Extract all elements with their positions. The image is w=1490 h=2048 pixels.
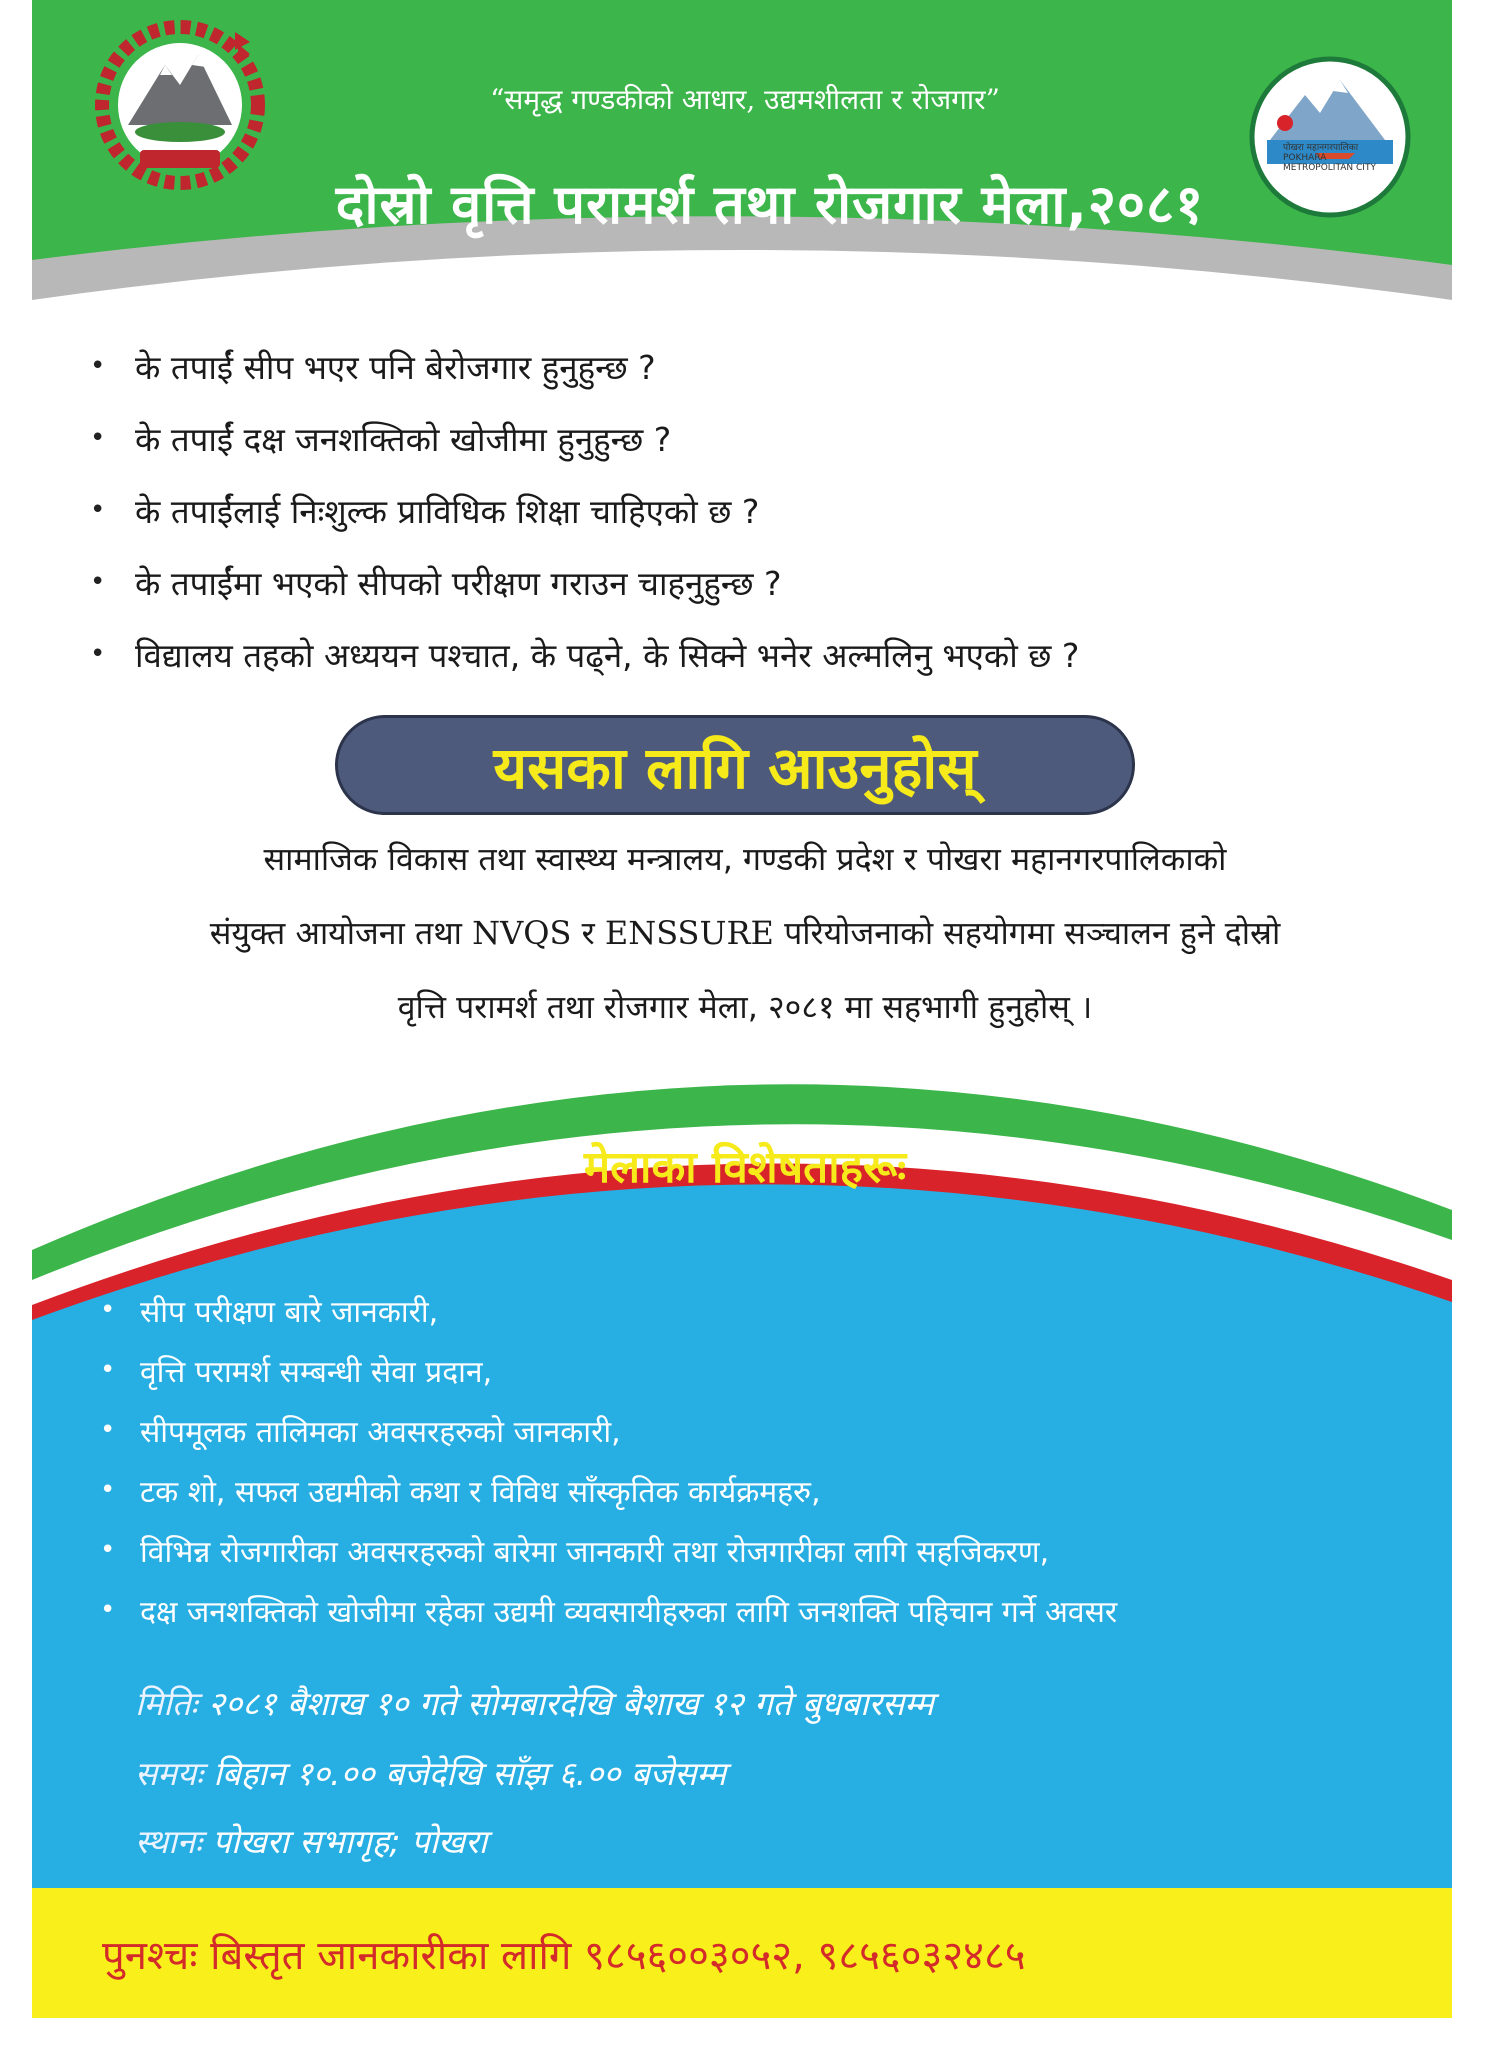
description-text: परियोजनाको सहयोगमा सञ्चालन हुने दोस्रो — [773, 914, 1281, 952]
bullet-icon: • — [90, 351, 106, 381]
feature-text: टक शो, सफल उद्यमीको कथा र विविध साँस्कृतिक कार्यक्रमहरु, — [140, 1474, 821, 1510]
bullet-icon: • — [90, 423, 106, 453]
slogan: “समृद्ध गण्डकीको आधार, उद्यमशीलता र रोजगार” — [490, 83, 1000, 116]
list-item — [90, 402, 1430, 474]
list-item — [90, 330, 1430, 402]
description-line: वृत्ति परामर्श तथा रोजगार मेला, २०८१ मा सहभागी हुनुहोस् । — [397, 988, 1093, 1026]
bullet-icon: • — [100, 1355, 116, 1385]
contact-numbers: ९८५६००३०५२, ९८५६०३२४८५ — [584, 1932, 1026, 1979]
description-text: संयुक्त आयोजना तथा — [209, 914, 473, 952]
description-paragraph — [70, 822, 1420, 1044]
venue-label: स्थानः — [135, 1822, 202, 1861]
list-item — [100, 1340, 1430, 1400]
city-logo-caption: पोखरा महानगरपालिका POKHARA METROPOLITAN CITY — [1283, 143, 1376, 173]
features-list — [100, 1280, 1430, 1640]
list-item — [90, 618, 1430, 690]
time-label: समयः — [135, 1754, 203, 1793]
question-text: के तपाईं सीप भएर पनि बेरोजगार हुनुहुन्छ ? — [135, 347, 656, 387]
contact-label: पुनश्चः बिस्तृत जानकारीका लागि — [102, 1932, 572, 1979]
contact-panel — [32, 1888, 1452, 2018]
feature-text: वृत्ति परामर्श सम्बन्धी सेवा प्रदान, — [140, 1354, 493, 1390]
questions-list — [90, 330, 1430, 690]
cta-banner — [335, 715, 1135, 815]
contact-text — [102, 1926, 1026, 1981]
question-text: विद्यालय तहको अध्ययन पश्चात, के पढ्ने, के सिक्ने भनेर अल्मलिनु भएको छ ? — [135, 635, 1080, 675]
venue-value: पोखरा सभागृह; पोखरा — [212, 1822, 488, 1861]
feature-text: सीप परीक्षण बारे जानकारी, — [140, 1294, 439, 1330]
date-value: २०८१ बैशाख १० गते सोमबारदेखि बैशाख १२ गते बुधबारसम्म — [207, 1684, 934, 1723]
description-line — [70, 896, 1420, 970]
bullet-icon: • — [100, 1595, 116, 1625]
list-item — [100, 1580, 1430, 1640]
question-text: के तपाईंमा भएको सीपको परीक्षण गराउन चाहनुहुन्छ ? — [135, 563, 782, 603]
question-text: के तपाईं दक्ष जनशक्तिको खोजीमा हुनुहुन्छ ? — [135, 419, 672, 459]
bullet-icon: • — [90, 639, 106, 669]
event-date — [135, 1680, 934, 1725]
enssure-text: ENSSURE — [604, 914, 774, 952]
cta-text: यसका लागि आउनुहोस् — [493, 733, 977, 802]
time-value: बिहान १०.०० बजेदेखि साँझ ६.०० बजेसम्म — [213, 1754, 727, 1793]
list-item — [100, 1460, 1430, 1520]
list-item — [90, 546, 1430, 618]
features-title: मेलाका विशेषताहरूः — [583, 1142, 907, 1193]
nvqs-text: NVQS — [472, 914, 572, 952]
bullet-icon: • — [100, 1415, 116, 1445]
list-item — [90, 474, 1430, 546]
bullet-icon: • — [100, 1295, 116, 1325]
feature-text: दक्ष जनशक्तिको खोजीमा रहेका उद्यमी व्यवसायीहरुका लागि जनशक्ति पहिचान गर्ने अवसर — [140, 1594, 1118, 1630]
question-text: के तपाईंलाई निःशुल्क प्राविधिक शिक्षा चाहिएको छ ? — [135, 491, 760, 531]
bullet-icon: • — [100, 1475, 116, 1505]
list-item — [100, 1280, 1430, 1340]
list-item — [100, 1400, 1430, 1460]
bullet-icon: • — [100, 1535, 116, 1565]
feature-text: सीपमूलक तालिमका अवसरहरुको जानकारी, — [140, 1414, 621, 1450]
description-text: र — [571, 914, 605, 952]
event-time — [135, 1750, 726, 1795]
list-item — [100, 1520, 1430, 1580]
event-venue — [135, 1818, 487, 1863]
bullet-icon: • — [90, 495, 106, 525]
date-label: मितिः — [135, 1684, 198, 1723]
feature-text: विभिन्न रोजगारीका अवसरहरुको बारेमा जानकारी तथा रोजगारीका लागि सहजिकरण, — [140, 1534, 1050, 1570]
description-line: सामाजिक विकास तथा स्वास्थ्य मन्त्रालय, गण्डकी प्रदेश र पोखरा महानगरपालिकाको — [263, 840, 1227, 878]
bullet-icon: • — [90, 567, 106, 597]
page-title: दोस्रो वृत्ति परामर्श तथा रोजगार मेला,२०८१ — [335, 173, 1205, 236]
